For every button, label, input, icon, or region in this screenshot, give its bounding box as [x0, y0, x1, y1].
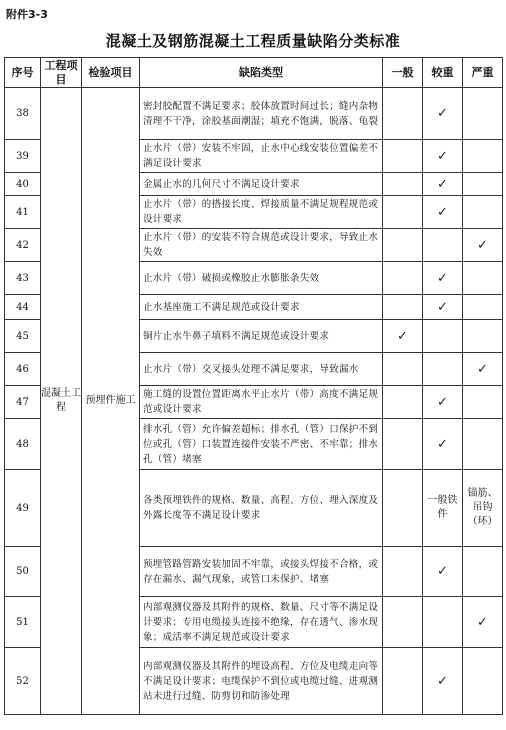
serious-cell: ✓ — [423, 140, 463, 173]
serious-cell: ✓ — [423, 386, 463, 419]
row-number: 47 — [5, 386, 41, 419]
defect-description: 止水片（带）交叉接头处理不满足要求，导致漏水 — [140, 353, 383, 386]
defect-description: 内部观测仪器及其附件的埋设高程、方位及电缆走向等不满足设计要求；电缆保护不到位或电缆过缝、进观测站未进行过缝、防剪切和防渗处理 — [140, 648, 383, 715]
row-number: 52 — [5, 648, 41, 715]
serious-cell: ✓ — [423, 547, 463, 597]
table-row — [5, 88, 503, 140]
defect-description: 内部观测仪器及其附件的规格、数量、尺寸等不满足设计要求；专用电缆接头连接不绝缘，存在透气、渗水现象；成活率不满足规范或设计要求 — [140, 597, 383, 648]
row-number: 41 — [5, 196, 41, 229]
general-cell — [383, 470, 423, 547]
serious-cell: ✓ — [423, 419, 463, 470]
defect-description: 止水片（带）的安装不符合规范或设计要求，导致止水失效 — [140, 229, 383, 262]
general-cell — [383, 229, 423, 262]
defect-description: 金属止水的几何尺寸不满足设计要求 — [140, 173, 383, 196]
general-cell — [383, 386, 423, 419]
general-cell — [383, 173, 423, 196]
row-number: 38 — [5, 88, 41, 140]
serious-cell — [423, 597, 463, 648]
general-cell — [383, 597, 423, 648]
header-defect: 缺陷类型 — [140, 58, 383, 88]
general-cell — [383, 648, 423, 715]
serious-cell — [423, 229, 463, 262]
defect-description: 密封胶配置不满足要求；胶体放置时间过长；缝内杂物清理不干净，涂胶基面潮湿；填充不饱满，脱落、龟裂 — [140, 88, 383, 140]
severe-cell — [463, 173, 503, 196]
project-cell: 混凝土工程 — [41, 88, 82, 715]
severe-cell — [463, 547, 503, 597]
row-number: 50 — [5, 547, 41, 597]
serious-cell: 一般铁件 — [423, 470, 463, 547]
serious-cell: ✓ — [423, 173, 463, 196]
row-number: 51 — [5, 597, 41, 648]
severe-cell: ✓ — [463, 353, 503, 386]
general-cell — [383, 419, 423, 470]
row-number: 39 — [5, 140, 41, 173]
header-project: 工程项目 — [41, 58, 82, 88]
defect-classification-table — [4, 57, 503, 715]
defect-description: 止水基座施工不满足规范或设计要求 — [140, 295, 383, 320]
header-severe: 严重 — [463, 58, 503, 88]
severe-cell — [463, 648, 503, 715]
defect-description: 排水孔（管）允许偏差超标；排水孔（管）口保护不到位或孔（管）口装置连接件安装不严密、不牢靠；排水孔（管）堵塞 — [140, 419, 383, 470]
general-cell — [383, 295, 423, 320]
serious-cell: ✓ — [423, 88, 463, 140]
severe-cell: ✓ — [463, 597, 503, 648]
defect-description: 预埋管路管路安装加固不牢靠，或接头焊接不合格，或存在漏水、漏气现象，或管口未保护、堵塞 — [140, 547, 383, 597]
general-cell — [383, 353, 423, 386]
header-serious: 较重 — [423, 58, 463, 88]
severe-cell — [463, 386, 503, 419]
severe-cell — [463, 320, 503, 353]
defect-description: 各类预埋铁件的规格、数量、高程、方位、埋入深度及外露长度等不满足设计要求 — [140, 470, 383, 547]
defect-description: 止水片（带）破损或橡胶止水膨胀条失效 — [140, 262, 383, 295]
page-title: 混凝土及钢筋混凝土工程质量缺陷分类标准 — [105, 32, 401, 50]
header-no: 序号 — [5, 58, 41, 88]
row-number: 42 — [5, 229, 41, 262]
row-number: 46 — [5, 353, 41, 386]
inspection-item-cell: 预埋件施工 — [82, 88, 140, 715]
row-number: 48 — [5, 419, 41, 470]
general-cell: ✓ — [383, 320, 423, 353]
row-number: 44 — [5, 295, 41, 320]
serious-cell: ✓ — [423, 648, 463, 715]
serious-cell — [423, 320, 463, 353]
row-number: 40 — [5, 173, 41, 196]
severe-cell — [463, 295, 503, 320]
header-item: 检验项目 — [82, 58, 140, 88]
general-cell — [383, 547, 423, 597]
serious-cell — [423, 353, 463, 386]
general-cell — [383, 88, 423, 140]
serious-cell: ✓ — [423, 262, 463, 295]
table-header-row — [5, 58, 503, 88]
general-cell — [383, 262, 423, 295]
severe-cell — [463, 262, 503, 295]
severe-cell — [463, 419, 503, 470]
header-general: 一般 — [383, 58, 423, 88]
serious-cell: ✓ — [423, 196, 463, 229]
defect-description: 止水片（带）的搭接长度、焊接质量不满足规程规范或设计要求 — [140, 196, 383, 229]
annex-label: 附件3-3 — [6, 8, 48, 21]
serious-cell: ✓ — [423, 295, 463, 320]
row-number: 49 — [5, 470, 41, 547]
defect-description: 施工缝的设置位置距离水平止水片（带）高度不满足规范或设计要求 — [140, 386, 383, 419]
severe-cell — [463, 140, 503, 173]
severe-cell — [463, 196, 503, 229]
general-cell — [383, 196, 423, 229]
severe-cell — [463, 88, 503, 140]
defect-description: 止水片（带）安装不牢固，止水中心线安装位置偏差不满足设计要求 — [140, 140, 383, 173]
general-cell — [383, 140, 423, 173]
severe-cell: 锚筋、吊钩（环） — [463, 470, 503, 547]
severe-cell: ✓ — [463, 229, 503, 262]
row-number: 43 — [5, 262, 41, 295]
row-number: 45 — [5, 320, 41, 353]
defect-description: 铜片止水牛鼻子填料不满足规范或设计要求 — [140, 320, 383, 353]
